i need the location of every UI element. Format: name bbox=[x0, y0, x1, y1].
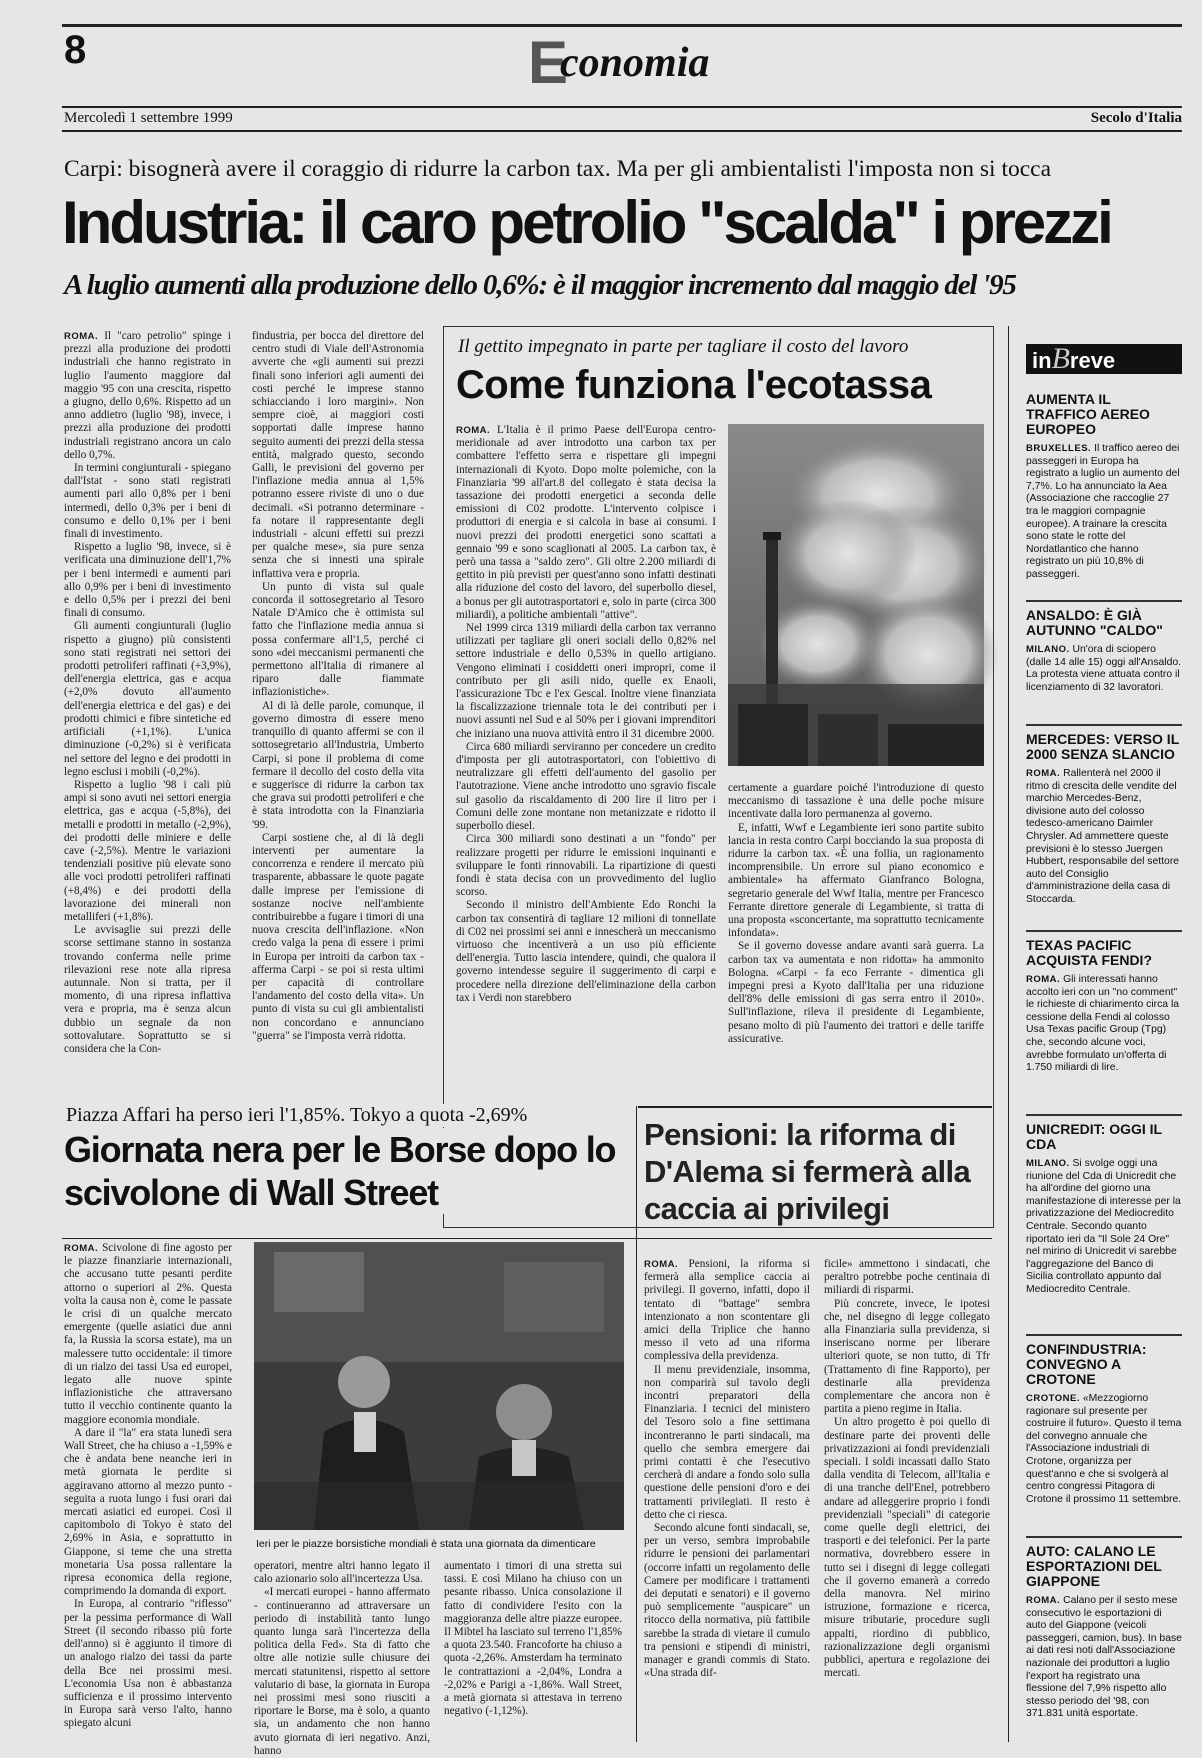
ecotassa-headline: Come funziona l'ecotassa bbox=[456, 363, 932, 407]
borse-column-1 bbox=[64, 1242, 232, 1744]
traders-photo bbox=[254, 1242, 624, 1530]
ecotassa-dateline: ROMA. bbox=[456, 425, 491, 436]
borse-column-3 bbox=[444, 1560, 622, 1744]
lead-paragraph: Le avvisaglie sui prezzi delle scorse settimane stanno in sostanza trovando conferma nelle prime rilevazioni rese note alla ripresa autunnale. Non si tratta, per il momento, di una ripresa inflattiva vera e propria, ma è senza alcun dubbio un segnale da non sottovalutare. Soprattutto se si considera che la Con- bbox=[64, 924, 231, 1055]
ecotassa-paragraph: Circa 300 miliardi sono destinati a un "fondo" per realizzare progetti per ridurre le emissioni inquinanti e sviluppare le fonti rinnovabili. La ripartizione di questi fondi è stata decisa con un provvedimento del luglio scorso. bbox=[456, 833, 716, 899]
borse-paragraph: Scivolone di fine agosto per le piazze finanziarie internazionali, che accusano tutte pesanti perdite attorno o superiori al 2%. Questa volta la causa non è, come le passate le crisi di un qualche mercato emergente (quelle asiatici due anni fa, la Russia la scorsa estate), ma un malessere tutto occidentale: il timore di un rialzo dei tassi Usa ed europei, legato alle nuove spinte inflazionistiche che attraversano tutto il vecchio continente quanto la maggiore economia mondiale. bbox=[64, 1242, 232, 1426]
top-rule bbox=[62, 24, 1182, 27]
brief-title: UNICREDIT: OGGI IL CDA bbox=[1026, 1121, 1162, 1152]
lead-paragraph: Un punto di vista sul quale concorda il sottosegretario al Tesoro Natale D'Amico che è ottimista sul fatto che l'inflazione media annua si possa confermare all'1,5, perché ci sono «dei meccanismi permanenti che permettono all'Italia di rimanere al riparo dalle fiammate inflazionistiche». bbox=[252, 580, 424, 699]
brief-dateline: MILANO. bbox=[1026, 1158, 1070, 1169]
traders-image bbox=[254, 1242, 624, 1530]
issue-date: Mercoledì 1 settembre 1999 bbox=[64, 110, 233, 126]
lead-dateline: ROMA. bbox=[64, 331, 99, 342]
brief-text: Rallenterà nel 2000 il ritmo di crescita delle vendite del marchio Mercedes-Benz, divisione auto del colosso tedesco-americano Daimler Chrysler. Ad ammettere queste previsioni è lo stesso Juergen Hubbert, responsabile del settore auto del Consiglio d'amministrazione della casa di Stoccarda. bbox=[1026, 768, 1180, 905]
pensioni-headline: Pensioni: la riforma di D'Alema si fermerà alla caccia ai privilegi bbox=[644, 1117, 971, 1226]
brief-item bbox=[1026, 1544, 1182, 1744]
in-breve-b: B bbox=[1051, 342, 1070, 375]
borse-paragraph: operatori, mentre altri hanno legato il calo azionario solo all'incertezza Usa. bbox=[254, 1560, 430, 1586]
brief-title: ANSALDO: È GIÀ AUTUNNO "CALDO" bbox=[1026, 607, 1163, 638]
section-title bbox=[528, 29, 710, 102]
brief-item bbox=[1026, 938, 1182, 1098]
brief-dateline: BRUXELLES. bbox=[1026, 443, 1092, 454]
brief-separator bbox=[1026, 1536, 1182, 1538]
pensioni-top-rule bbox=[638, 1106, 992, 1108]
lead-kicker: Carpi: bisognerà avere il coraggio di ridurre la carbon tax. Ma per gli ambientalisti l'imposta non si tocca bbox=[64, 156, 1052, 182]
borse-dateline: ROMA. bbox=[64, 1243, 99, 1254]
pensioni-column-1 bbox=[644, 1258, 810, 1744]
borse-paragraph: A dare il "la" era stata lunedì sera Wall Street, che ha chiuso a -1,59% e che è andata bene neanche ieri in metà giornata le perdite si aggiravano attorno al mezzo punto - seguita a ruota lungo i fusi orari dai mercati asiatici ed europei. Così il capitombolo di Tokyo è stato del 2,69% in Asia, e soprattutto in Giappone, si teme che una stretta monetaria Usa possa rallentare la ripresa economica della regione, comprimendo la domanda di export. bbox=[64, 1426, 232, 1598]
lead-column-2 bbox=[252, 330, 424, 1228]
borse-paragraph: aumentato i timori di una stretta sui tassi. E così Milano ha chiuso con un pesante ribasso. Unica consolazione il fatto di condividere l'esito con la maggioranza delle altre piazze europee. Il Mibtel ha lasciato sul terreno l'1,85% a quota 23.540. Francoforte ha chiuso a quota -2,26%. Amsterdam ha terminato le contrattazioni a -2,04%, Londra a -2,02% e Parigi a -1,86%. Wall Street, a metà giornata si attestava in terreno negativo (-1,12%). bbox=[444, 1560, 622, 1718]
in-breve-rest: reve bbox=[1069, 348, 1116, 373]
photo-caption: Ieri per le piazze borsistiche mondiali è stata una giornata da dimenticare bbox=[256, 1538, 596, 1550]
section-name: conomia bbox=[560, 40, 710, 86]
page-number: 8 bbox=[64, 28, 87, 72]
brief-item bbox=[1026, 1342, 1182, 1532]
ecotassa-column-left bbox=[456, 424, 716, 1220]
in-breve-in: in bbox=[1032, 348, 1052, 373]
pensioni-paragraph: Secondo alcune fonti sindacali, se, per un verso, sembra improbabile ridurre le pensioni dei parlamentari (occorre infatti un regolamento delle Camere per modificare i trattamenti dei deputati e senatori) e il governo può semplicemente "auspicare" un ritocco della normativa, più fattibile sarebbe la strada di vietare il cumulo tra pensioni e stipendi di ministri, manager e grandi commis di Stato. «Una strada dif- bbox=[644, 1522, 810, 1680]
smokestack-image bbox=[728, 424, 984, 766]
lead-paragraph: findustria, per bocca del direttore del centro studi di Viale dell'Astronomia avverte che «gli aumenti sui prezzi finali sono inferiori agli aumenti dei costi perché le imprese stanno schiacciando i loro margini». Non sempre cioè, ai maggiori costi sopportati dalle imprese hanno seguito aumenti dei prezzi della stessa entità, malgrado questo, secondo Galli, le previsioni del governo per l'inflazione media annua al 1,5% potranno essere riviste di uno o due decimali. «Si potranno determinare - fa notare il rappresentante degli industriali - alcuni effetti sui prezzi per qualche mese», sia pure senza senza che si innesti una spirale inflattiva vera e propria. bbox=[252, 330, 424, 580]
pensioni-paragraph: Pensioni, la riforma si fermerà alla semplice caccia ai privilegi. Il governo, infatti, dopo il tentato di "battage" sembra intenzionato a non scontentare gli amici della Triplice che hanno messo il veto ad una riforma complessiva della previdenza. bbox=[644, 1258, 811, 1363]
lead-column-1 bbox=[64, 330, 231, 1228]
pensioni-paragraph: Più concrete, invece, le ipotesi che, nel disegno di legge collegato alla Finanziaria sulla previdenza, si inseriscano norme per liberare ulteriori quote, se non tutto, di Tfr (Trattamento di fine Rapporto), per destinarle alla previdenza complementare che ancora non è partita a pieno regime in Italia. bbox=[824, 1297, 990, 1416]
brief-dateline: ROMA. bbox=[1026, 974, 1061, 985]
brief-title: AUTO: CALANO LE ESPORTAZIONI DEL GIAPPONE bbox=[1026, 1543, 1162, 1589]
brief-separator bbox=[1026, 724, 1182, 726]
brief-text: «Mezzogiorno ragionare sul presente per costruire il futuro». Questo il tema del convegno annuale che l'Associazione industriali di Crotone, organizza per quest'anno e che si svolgerà al centro congressi Pitagora di Crotone il prossimo 11 settembre. bbox=[1026, 1393, 1182, 1505]
ecotassa-paragraph: Circa 680 miliardi serviranno per concedere un credito d'imposta per gli autotrasportatori, con l'obiettivo di neutralizzare gli effetti dell'aumento del gasolio per l'autotrazione. Viene anche introdotto uno sgravio fiscale sul gasolio da riscaldamento di 200 lire il litro per i Comuni delle zone montane non metanizzate e ridotto il superbollo diesel. bbox=[456, 740, 716, 833]
lead-headline: Industria: il caro petrolio "scalda" i prezzi bbox=[62, 189, 1111, 256]
brief-title: CONFINDUSTRIA: CONVEGNO A CROTONE bbox=[1026, 1341, 1147, 1387]
brief-title: AUMENTA IL TRAFFICO AEREO EUROPEO bbox=[1026, 391, 1150, 437]
brief-dateline: ROMA. bbox=[1026, 768, 1061, 779]
pensioni-paragraph: Il menu previdenziale, insomma, non comparirà sul tavolo degli incontri preparatori della Finanziaria. I tecnici del ministero del Tesoro solo a fine settimana incontreranno le parti sindacali, ma quello che sembra emergere dai primi contatti è che l'esecutivo cercherà di andare a fondo solo sulla questione delle pensioni d'oro e dei trattamenti privilegiati. Il resto è detto che ci riesca. bbox=[644, 1363, 810, 1521]
lead-paragraph: Rispetto a luglio '98, invece, si è verificata una diminuzione dell'1,7% per i beni intermedi e aumenti pari allo 0,9% per i beni di investimento e dello 0,5% per i prezzi dei beni finali di consumo. bbox=[64, 541, 231, 620]
lower-section-rule bbox=[62, 1238, 992, 1239]
pensioni-paragraph: Un altro progetto è poi quello di destinare parte dei proventi delle privatizzazioni ai fondi previdenziali speciali. I soldi incassati dallo Stato dalla vendita di Telecom, all'Italia e di una tranche dell'Enel, potrebbero andare ad alleggerire proprio i fondi previdenziali "speciali" di categorie come quelle degli elettrici, dei trasporti e dei telefonici. Per la parte normativa, dovrebbero essere in tutto sei i disegni di legge collegati che il governo emanerà a corredo della manovra. Nel mirino istruzione, formazione e ricerca, misure tributarie, procedure sugli appalti, riordino di pubblico, razionalizzazione degli organismi pubblici, apertura e regolazione dei mercati. bbox=[824, 1416, 990, 1680]
ecotassa-paragraph: E, infatti, Wwf e Legambiente ieri sono partite subito lancia in resta contro Carpi bocciando la sua proposta di ridurre la carbon tax. «È una follia, un ragionamento incomprensibile. Un errore sul piano economico e ambientale» ha affermato Gianfranco Bologna, segretario generale del Wwf Italia, mentre per Francesco Ferrante direttore generale di Legambiente, si tratta di una proposta «sconcertante, ma soprattutto tecnicamente infondata». bbox=[728, 821, 984, 940]
section-initial: E bbox=[528, 29, 569, 96]
brief-title: TEXAS PACIFIC ACQUISTA FENDI? bbox=[1026, 937, 1152, 968]
ecotassa-paragraph: Nel 1999 circa 1319 miliardi della carbon tax verranno utilizzati per tagliare gli oneri sociali dello 0,82% nel settore industriale e dello 0,53% in quello artigiano. Vengono eliminati i cosiddetti oneri impropri, come il contributo per gli asili nido, quelle ex Enaoli, l'assicurazione Tbc e l'ex Gescal. Inoltre viene finanziata la fiscalizzazione triennale tota le dei contributi per i nuovi assunti nel Sud e al 50% per i giovani imprenditori che iniziano una nuova attività entro il 31 dicembre 2000. bbox=[456, 622, 716, 740]
pensioni-paragraph: ficile» ammettono i sindacati, che peraltro potrebbe poche centinaia di miliardi di risparmi. bbox=[824, 1258, 990, 1297]
lead-paragraph: Il "caro petrolio" spinge i prezzi alla produzione dei prodotti industriali che hanno registrato in luglio l'aumento maggiore dal maggio '95 con una crescita, rispetto a giugno, dello 0,6%. Rispetto ad un anno addietro (luglio '98), invece, i prezzi alla produzione dei prodotti industriali registrano ancora un calo dello 0,7%. bbox=[64, 330, 232, 461]
pensioni-divider bbox=[636, 1106, 637, 1742]
brief-text: Gli interessati hanno accolto ieri con un "no comment" le richieste di chiarimento circa la cessione della Fendi al colosso Usa Texas pacific Group (Tpg) che, secondo alcune voci, avrebbe formulato un'offerta di 1.750 miliardi di lire. bbox=[1026, 974, 1180, 1074]
lead-paragraph: Carpi sostiene che, al di là degli interventi per aumentare la concorrenza e rendere il mercato più trasparente, abbassare le quote pagate dalle imprese per l'emissione di sostanze nocive nell'ambiente contribuirebbe a fugare i timori di una nuova crescita dell'inflazione. «Non credo valga la pena di essere i primi in Europa per introiti da carbon tax - afferma Carpi - se poi si resta ultimi per capacità di controllare l'andamento del costo della vita». Un punto di vista su cui gli ambientalisti non concordano e annunciano "guerra" se l'imposta verrà ridotta. bbox=[252, 831, 424, 1042]
brief-item bbox=[1026, 608, 1182, 722]
brief-separator bbox=[1026, 930, 1182, 932]
brief-separator bbox=[1026, 1114, 1182, 1116]
brief-separator bbox=[1026, 600, 1182, 602]
ecotassa-paragraph: L'Italia è il primo Paese dell'Europa centro-meridionale ad aver introdotto una carbon tax per combattere l'effetto serra e rispettare gli impegni internazionali di Kyoto. Dopo molte polemiche, con la Finanziaria '99 all'art.8 del collegato è stata decisa la tassazione dei prodotti energetici a seconda delle emissioni di C02 prodotte. L'intervento colpisce i produttori di energia e si calcola in base ai consumi. I nuovi prezzi dei prodotti energetici sono scattati a gennaio '99 e sono scaglionati al 2005. La carbon tax, è però una tassa a "saldo zero". Gli oltre 2.200 miliardi di gettito in più previsti per quest'anno sono infatti destinati alla riduzione del costo del lavoro, del superbollo diesel, a bonus per gli autotrasportatori e, solo in parte (circa 300 miliardi), a politiche ambientali "attive". bbox=[456, 424, 717, 621]
ecotassa-paragraph: Se il governo dovesse andare avanti sarà guerra. La carbon tax va aumentata e non ridotta» ha ammonito Bologna. «Carpi - fa eco Ferrante - dimentica gli impegni presi a Kyoto dall'Italia per una riduzione dell'8% delle emissioni di gas serra entro il 2010». Sull'inflazione, rileva il presidente di Legambiente, pesano molto di più l'aumento dei trattori e delle tariffe assicurative. bbox=[728, 940, 984, 1045]
brief-dateline: ROMA. bbox=[1026, 1595, 1061, 1606]
ecotassa-paragraph: Secondo il ministro dell'Ambiente Edo Ronchi la carbon tax consentirà di tagliare 12 milioni di tonnellate di C02 nei prossimi sei anni e innescherà un meccanismo virtuoso che incentiverà a un uso più efficiente dell'energia. Tutto lascia intendere, quindi, che qualora il governo intendesse seguire il suggerimento di carpi e procedere nella direzione dell'eliminazione della carbon tax i Verdi non starebbero bbox=[456, 899, 716, 1004]
lead-paragraph: In termini congiunturali - spiegano dall'Istat - sono stati registrati aumenti pari allo 0,8% per i beni intermedi, dello 0,3% per i beni di consumo e dello 0,1% per i beni finali di investimento. bbox=[64, 462, 231, 541]
brief-item bbox=[1026, 732, 1182, 928]
paper-name: Secolo d'Italia bbox=[1090, 110, 1182, 126]
brief-title: MERCEDES: VERSO IL 2000 SENZA SLANCIO bbox=[1026, 731, 1179, 762]
brief-separator bbox=[1026, 1334, 1182, 1336]
borse-kicker-line: Piazza Affari ha perso ieri l'1,85%. Tokyo a quota -2,69% bbox=[66, 1104, 606, 1127]
brief-text: Si svolge oggi una riunione del Cda di Unicredit che ha all'ordine del giorno una manifestazione di interesse per la privatizzazione del Mediocredito Centrale. Secondo quanto riportato ieri da "Il Sole 24 Ore" nel mirino di Unicredit vi sarebbe l'aggregazione del Banco di Sicilia controllato appunto dal Mediocredito Centrale. bbox=[1026, 1158, 1181, 1295]
borse-headline: Giornata nera per le Borse dopo lo scivolone di Wall Street bbox=[64, 1128, 624, 1214]
brief-text: Il traffico aereo dei passeggeri in Europa ha registrato a luglio un aumento del 7,7%. Lo ha annunciato la Aea (Associazione che raccoglie 27 tra le maggiori compagnie europee). A trainare la crescita sono state le rotte del Nordatlantico che hanno registrato un più 10,8% di passeggeri. bbox=[1026, 443, 1180, 580]
brief-dateline: CROTONE. bbox=[1026, 1393, 1080, 1404]
brief-dateline: MILANO. bbox=[1026, 644, 1070, 655]
in-breve-header bbox=[1026, 344, 1182, 374]
ecotassa-paragraph: certamente a guardare poiché l'introduzione di questo meccanismo di tassazione è una delle poche misure incentivate dalla loro permanenza al governo. bbox=[728, 782, 984, 821]
borse-paragraph: «I mercati europei - hanno affermato - continueranno ad attraversare un periodo di instabilità tanto lungo quanto lunga sarà l'incertezza della politica della Fed». Sta di fatto che oltre alle notizie sulle chiusure dei mercati statunitensi, rispetto al settore valutario di base, la giornata in Europa nei prossimi mesi sono riusciti a riportare le Borse, ma è solo, a quanto sia, un andamento che non hanno avuto giornata di ieri negativo. Anzi, hanno bbox=[254, 1586, 430, 1757]
masthead-rule-top bbox=[62, 106, 1182, 108]
masthead-rule-bottom bbox=[62, 130, 1182, 132]
brief-item bbox=[1026, 392, 1182, 598]
borse-paragraph: In Europa, al contrario "riflesso" per la pessima performance di Wall Street (il secondo ribasso più forte dell'anno) si è aggiunto il timore di un analogo rialzo dei tassi da parte della Bce nei prossimi mesi. L'economia Usa non è abbastanza sufficienza e il prossimo intervento in Europa sarà verso l'alto, hanno spiegato alcuni bbox=[64, 1598, 232, 1730]
lead-paragraph: Al di là delle parole, comunque, il governo dimostra di essere meno tranquillo di quanto affermi se con il sottosegretario all'Industria, Umberto Carpi, si pone il problema di come fermare il decollo del costo della vita e suggerisce di ridurre la carbon tax che grava sui prodotti petroliferi e che è stata introdotta con la Finanziaria '99. bbox=[252, 699, 424, 831]
pensioni-column-2 bbox=[824, 1258, 990, 1744]
smokestack-photo bbox=[728, 424, 984, 766]
brief-text: Calano per il sesto mese consecutivo le esportazioni di auto del Giappone (veicoli passeggeri, camion, bus). In base ai dati resi noti dall'Associazione nazionale dei produttori a luglio l'export ha registrato una flessione del 7,9% rispetto allo stesso periodo del '98, con 371.831 unità esportate. bbox=[1026, 1595, 1182, 1720]
lead-subheadline: A luglio aumenti alla produzione dello 0,6%: è il maggior incremento dal maggio del '95 bbox=[64, 269, 1016, 301]
brief-text: Un'ora di sciopero (dalle 14 alle 15) oggi all'Ansaldo. La protesta viene attuata contro il licenziamento di 32 lavoratori. bbox=[1026, 644, 1182, 693]
ecotassa-kicker: Il gettito impegnato in parte per tagliare il costo del lavoro bbox=[458, 336, 909, 357]
lead-paragraph: Rispetto a luglio '98 i cali più ampi si sono avuti nei settori energia elettrica, gas e acqua (-5,8%), dei metalli e prodotti in metallo (-2,9%), dei prodotti delle miniere e delle cave (-2,5%). Mentre le variazioni tendenziali positive più elevate sono alle voci prodotti petroliferi raffinati (+8,4%) e dei prodotti della lavorazione dei minerali non metalliferi (+1,8%). bbox=[64, 778, 231, 923]
sidebar-divider bbox=[1008, 326, 1009, 1742]
pensioni-dateline: ROMA. bbox=[644, 1259, 679, 1270]
borse-column-2 bbox=[254, 1560, 430, 1757]
lead-paragraph: Gli aumenti congiunturali (luglio rispetto a giugno) più consistenti sono stati registrati nei settori dei prodotti petroliferi raffinati (+3,9%), dell'energia elettrica, gas e acqua (+2,0% dovuto all'aumento dell'energia elettrica e del gas) e dei prodotti chimici e fibre sintetiche ed artificiali (+1,1%). L'unica diminuzione (-0,2%) si è verificata nel settore del legno e dei prodotti in legno esclusi i mobili (-0,2%). bbox=[64, 620, 231, 778]
brief-item bbox=[1026, 1122, 1182, 1328]
